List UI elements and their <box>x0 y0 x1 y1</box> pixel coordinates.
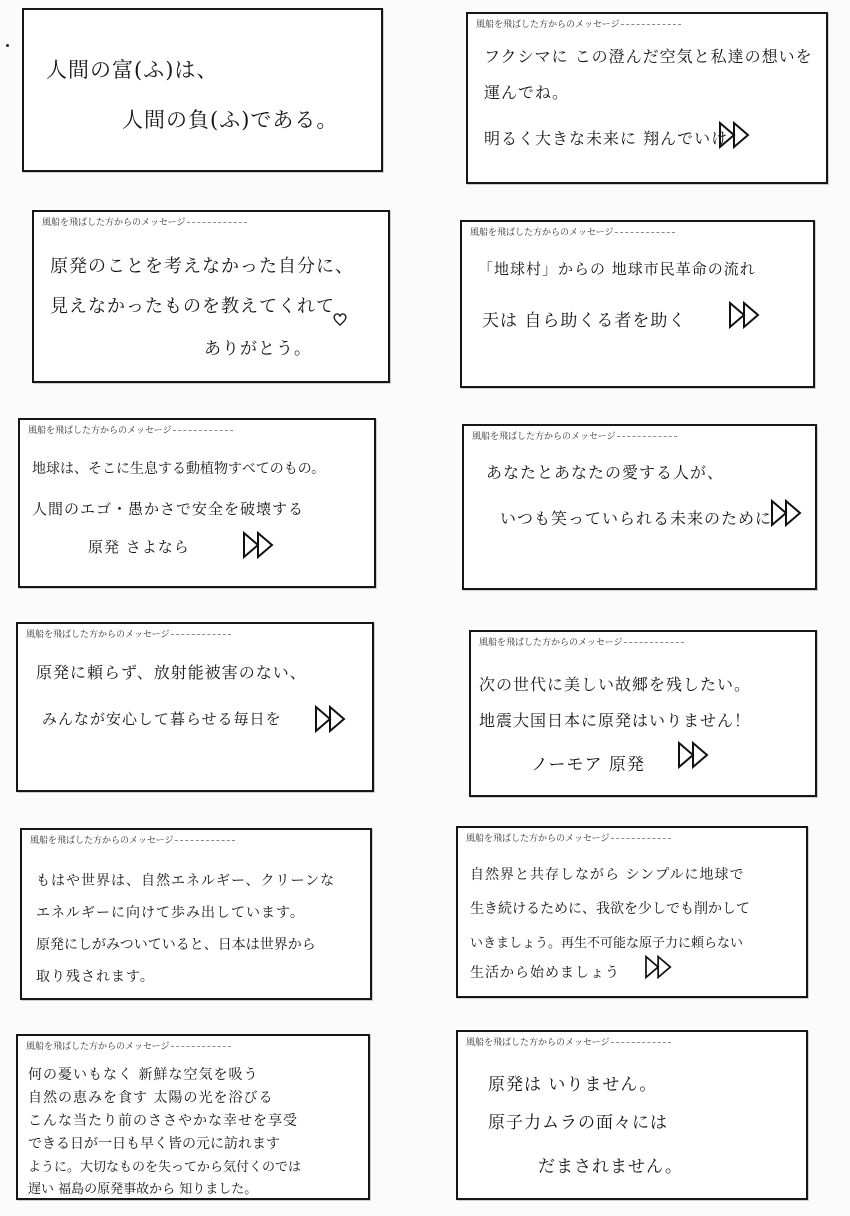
header-rule <box>621 24 681 25</box>
card-1-line-1: 人間の富(ふ)は、 <box>46 58 219 82</box>
card-3-line-1: 原発のことを考えなかった自分に、 <box>50 256 354 277</box>
card-11-line-5: ように。大切なものを失ってから気付くのでは <box>28 1160 302 1175</box>
card-header <box>30 833 235 846</box>
card-11-line-6: 遅い 福島の原発事故から 知りました。 <box>28 1182 258 1197</box>
card-7-line-2: みんなが安心して暮らせる毎日を <box>42 710 282 728</box>
message-card-2 <box>466 12 828 184</box>
card-4-line-1: 「地球村」からの 地球市民革命の流れ <box>478 260 756 278</box>
double-arrow-icon <box>644 954 674 980</box>
card-6-line-1: あなたとあなたの愛する人が、 <box>486 463 725 482</box>
message-card-3 <box>32 210 390 383</box>
card-10-line-3: いきましょう。再生不可能な原子力に頼らない <box>470 936 744 951</box>
card-8-line-3: ノーモア 原発 <box>531 755 645 775</box>
card-header <box>42 215 247 228</box>
card-2-line-2: 運んでね。 <box>484 83 570 102</box>
card-header <box>466 1035 671 1048</box>
double-arrow-icon <box>242 530 276 560</box>
card-header <box>26 627 231 640</box>
card-8-line-2: 地震大国日本に原発はいりません！ <box>479 711 752 730</box>
card-header-label: 風船を飛ばした方からのメッセージ <box>466 834 610 844</box>
header-rule <box>171 634 231 635</box>
header-rule <box>617 436 677 437</box>
card-9-line-4: 取り残されます。 <box>36 969 155 985</box>
card-header-label: 風船を飛ばした方からのメッセージ <box>26 630 170 640</box>
card-11-line-3: こんな当たり前のささやかな幸せを享受 <box>28 1113 298 1129</box>
card-6-line-2: いつも笑っていられる未来のために <box>500 509 773 528</box>
header-rule <box>615 232 675 233</box>
message-card-5 <box>18 418 376 588</box>
message-card-12 <box>456 1030 808 1200</box>
card-12-line-2: 原子力ムラの面々には <box>488 1113 668 1133</box>
card-9-line-3: 原発にしがみついていると、日本は世界から <box>36 937 316 953</box>
card-header-label: 風船を飛ばした方からのメッセージ <box>30 836 174 846</box>
card-header <box>466 831 671 844</box>
card-header-label: 風船を飛ばした方からのメッセージ <box>476 20 620 30</box>
card-9-line-2: エネルギーに向けて歩み出しています。 <box>36 905 305 921</box>
stray-mark <box>6 44 9 47</box>
card-11-line-1: 何の憂いもなく 新鮮な空気を吸う <box>28 1067 259 1083</box>
card-10-line-2: 生き続けるために、我欲を少しでも削かして <box>470 901 750 917</box>
card-2-line-3: 明るく大きな未来に 翔んでいけ <box>484 129 729 148</box>
card-8-line-1: 次の世代に美しい故郷を残したい。 <box>479 675 752 694</box>
header-rule <box>611 1042 671 1043</box>
message-card-1 <box>22 8 383 172</box>
card-header-label: 風船を飛ばした方からのメッセージ <box>472 432 616 442</box>
card-header-label: 風船を飛ばした方からのメッセージ <box>42 218 186 228</box>
card-header-label: 風船を飛ばした方からのメッセージ <box>470 228 614 238</box>
card-12-line-1: 原発は いりません。 <box>488 1075 658 1095</box>
card-header <box>470 225 675 238</box>
card-header <box>26 1039 231 1052</box>
header-rule <box>624 642 684 643</box>
double-arrow-icon <box>314 704 348 734</box>
double-arrow-icon <box>728 300 762 330</box>
card-5-line-2: 人間のエゴ・愚かさで安全を破壊する <box>32 500 305 518</box>
card-header-label: 風船を飛ばした方からのメッセージ <box>466 1038 610 1048</box>
double-arrow-icon <box>718 120 752 150</box>
card-10-line-4: 生活から始めましょう <box>470 965 620 981</box>
card-header <box>472 429 677 442</box>
card-header <box>476 17 681 30</box>
card-2-line-1: フクシマに この澄んだ空気と私達の想いを <box>484 47 813 66</box>
message-card-4 <box>460 220 815 388</box>
card-4-line-2: 天は 自ら助くる者を助く <box>482 311 687 331</box>
header-rule <box>175 840 235 841</box>
card-11-line-2: 自然の恵みを食す 太陽の光を浴びる <box>28 1090 274 1106</box>
card-10-line-1: 自然界と共存しながら シンプルに地球で <box>470 867 745 883</box>
card-3-line-2: 見えなかったものを教えてくれて <box>50 296 335 317</box>
message-card-11 <box>16 1034 370 1200</box>
card-3-line-3: ありがとう。 <box>204 339 312 359</box>
header-rule <box>187 222 247 223</box>
card-9-line-1: もはや世界は、自然エネルギー、クリーンな <box>36 873 336 889</box>
card-1-line-2: 人間の負(ふ)である。 <box>122 108 339 132</box>
card-header-label: 風船を飛ばした方からのメッセージ <box>479 638 623 648</box>
card-5-line-3: 原発 さよなら <box>88 538 190 556</box>
message-card-9 <box>20 828 372 1000</box>
card-11-line-4: できる日が一日も早く皆の元に訪れます <box>28 1136 280 1152</box>
card-header-label: 風船を飛ばした方からのメッセージ <box>28 426 172 436</box>
message-card-8 <box>469 630 817 797</box>
card-header <box>28 423 233 436</box>
heart-icon <box>332 312 348 326</box>
message-card-7 <box>16 622 374 792</box>
card-12-line-3: だまされません。 <box>538 1157 684 1177</box>
header-rule <box>173 430 233 431</box>
card-5-line-1: 地球は、そこに生息する動植物すべてのもの。 <box>32 461 326 477</box>
double-arrow-icon <box>770 498 804 528</box>
double-arrow-icon <box>677 740 711 770</box>
card-header-label: 風船を飛ばした方からのメッセージ <box>26 1042 170 1052</box>
message-card-10 <box>456 826 808 998</box>
header-rule <box>171 1046 231 1047</box>
card-header <box>479 635 684 648</box>
message-card-6 <box>462 424 817 590</box>
header-rule <box>611 838 671 839</box>
card-7-line-1: 原発に頼らず、放射能被害のない、 <box>36 663 307 682</box>
